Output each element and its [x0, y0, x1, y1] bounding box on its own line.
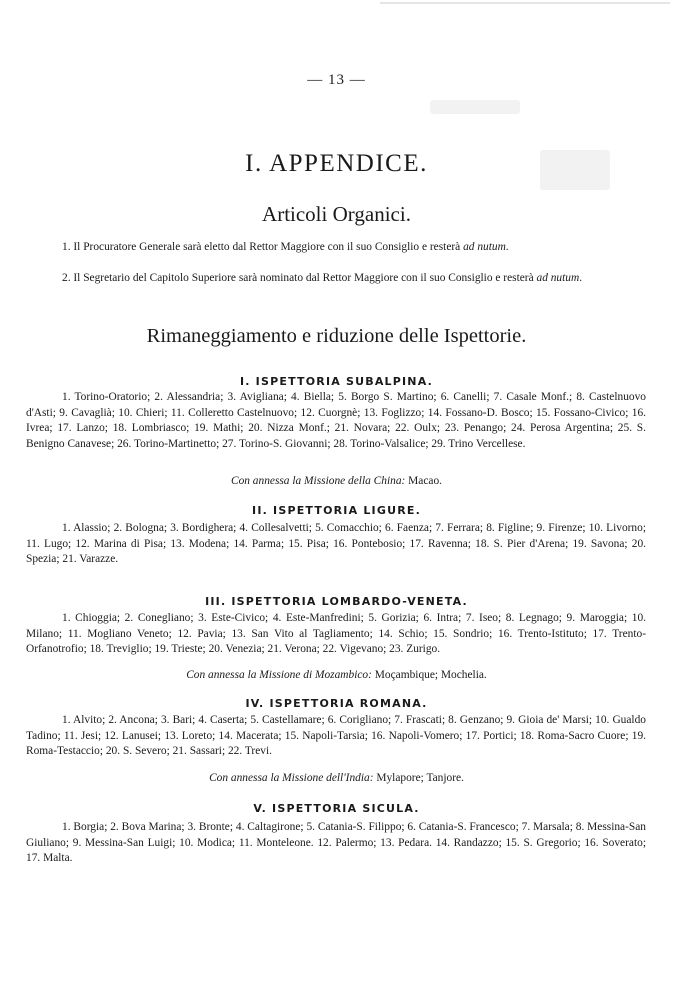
ispettoria-title: IV. ISPETTORIA ROMANA.	[245, 697, 428, 710]
ispettoria-houses: 1. Alvito; 2. Ancona; 3. Bari; 4. Caserta; 5. Castellamare; 6. Corigliano; 7. Frascati; 8. Genzano; 9. Gioia de' Marsi; 10. Gualdo Tadino; 11. Jesi; 12. Lanusei; 13. Loreto; 14. Macerata; 15. Napoli-Tarsia; 16. Napoli-Vomero; 17. Portici; 18. Roma-Sacro Cuore; 19. Roma-Testaccio; 20. S. Severo; 21. Sassari; 22. Trevi.	[26, 714, 646, 758]
section-title: Rimaneggiamento e riduzione delle Ispettorie.	[146, 325, 527, 347]
ispettoria-title: I. ISPETTORIA SUBALPINA.	[239, 375, 434, 388]
ispettoria-houses: 1. Torino-Oratorio; 2. Alessandria; 3. Avigliana; 4. Biella; 5. Borgo S. Martino; 6. Canelli; 7. Casale Monf.; 8. Castelnuovo d'Asti; 9. Cavaglià; 10. Chieri; 11. Colleretto Castelnuovo; 12. Cuorgnè; 13. Foglizzo; 14. Fossano-D. Bosco; 15. Fossano-Civico; 16. Ivrea; 17. Lanzo; 18. Lombriasco; 19. Mathi; 20. Nizza Monf.; 21. Novara; 22. Oulx; 23. Penango; 24. Perosa Argentina; 25. S. Benigno Canavese; 26. Torino-Martinetto; 27. Torino-S. Giovanni; 28. Torino-Valsalice; 29. Trino Vercellese.	[26, 391, 646, 450]
scan-edge-mark	[380, 2, 670, 4]
ispettoria-annex: Con annessa la Missione della China: Macao.	[230, 475, 443, 487]
page-number: — 13 —	[307, 72, 366, 88]
ispettoria-houses: 1. Chioggia; 2. Conegliano; 3. Este-Civico; 4. Este-Manfredini; 5. Gorizia; 6. Intra; 7. Iseo; 8. Legnago; 9. Maroggia; 10. Milano; 11. Mogliano Veneto; 12. Pavia; 13. San Vito al Tagliamento; 14. Schio; 15. Sondrio; 16. Trento-Istituto; 17. Trento-Orfanotrofio; 18. Treviglio; 19. Trieste; 20. Venezia; 21. Verona; 22. Vigevano; 23. Zurigo.	[26, 612, 646, 656]
articoli-title: Articoli Organici.	[262, 202, 411, 226]
appendix-title: I. APPENDICE.	[245, 150, 428, 177]
ispettoria-annex: Con annessa la Missione dell'India: Mylapore; Tanjore.	[209, 772, 464, 784]
bleed-through-mark	[430, 100, 520, 114]
ispettoria-title: III. ISPETTORIA LOMBARDO-VENETA.	[205, 595, 468, 608]
ispettoria-title: V. ISPETTORIA SICULA.	[253, 802, 420, 815]
article-1: 1. Il Procuratore Generale sarà eletto dal Rettor Maggiore con il suo Consiglio e resterà ad nutum.	[62, 241, 509, 253]
article-2: 2. Il Segretario del Capitolo Superiore sarà nominato dal Rettor Maggiore con il suo Consiglio e resterà ad nutum.	[62, 272, 583, 284]
ispettoria-houses: 1. Borgia; 2. Bova Marina; 3. Bronte; 4. Caltagirone; 5. Catania-S. Filippo; 6. Catania-S. Francesco; 7. Marsala; 8. Messina-San Giuliano; 9. Messina-San Luigi; 10. Modica; 11. Monteleone. 12. Palermo; 13. Pedara. 14. Randazzo; 15. S. Gregorio; 16. Soverato; 17. Malta.	[26, 821, 646, 865]
ispettoria-houses: 1. Alassio; 2. Bologna; 3. Bordighera; 4. Collesalvetti; 5. Comacchio; 6. Faenza; 7. Ferrara; 8. Figline; 9. Firenze; 10. Livorno; 11. Lugo; 12. Marina di Pisa; 13. Modena; 14. Parma; 15. Pisa; 16. Pontebosio; 17. Ravenna; 18. S. Pier d'Arena; 19. Savona; 20. Spezia; 21. Varazze.	[26, 522, 646, 566]
ispettoria-annex: Con annessa la Missione di Mozambico: Moçambique; Mochelia.	[186, 669, 487, 681]
ispettoria-title: II. ISPETTORIA LIGURE.	[252, 504, 421, 517]
